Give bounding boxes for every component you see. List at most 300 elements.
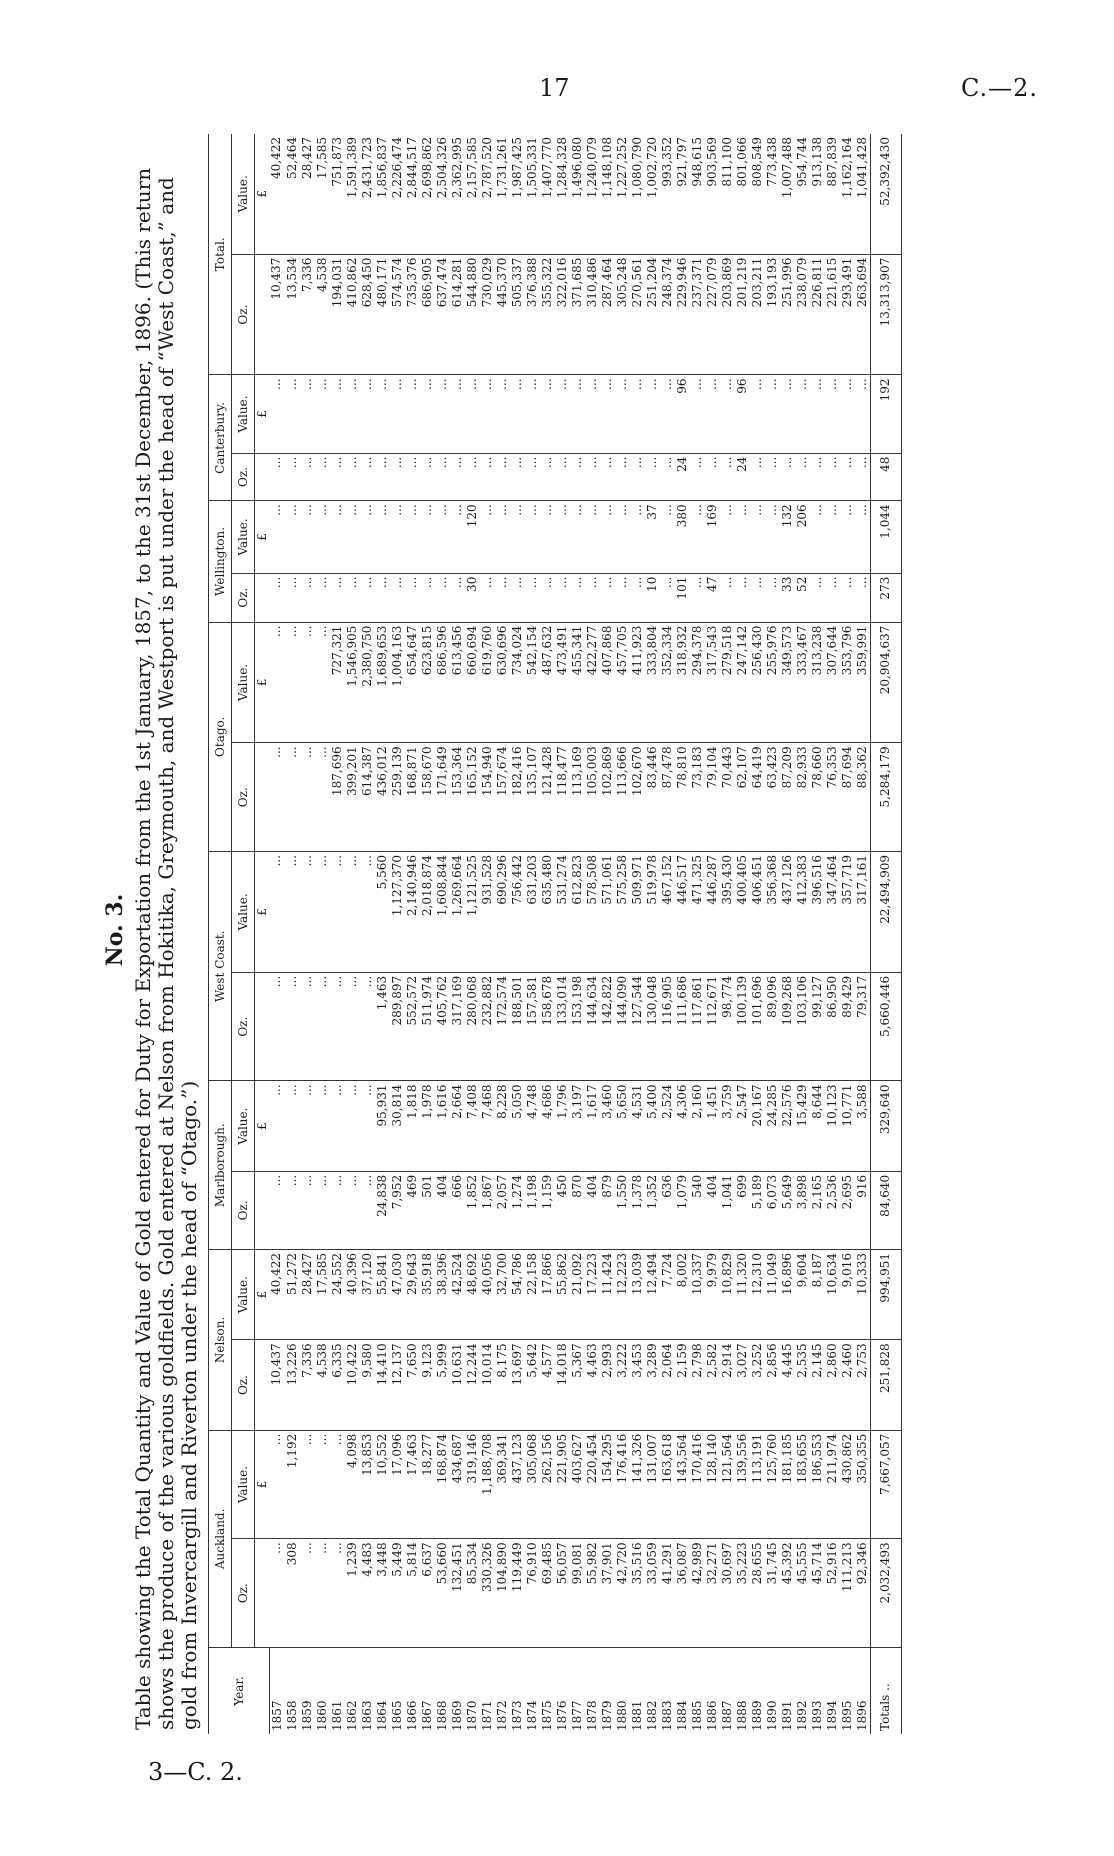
- table-row: [435, 134, 450, 1734]
- value-cell: 727,321: [330, 622, 345, 743]
- value-cell: 10,437: [269, 254, 285, 375]
- value-cell: 1,079: [675, 1171, 690, 1249]
- value-cell: ...: [269, 743, 285, 852]
- value-cell: 55,862: [555, 1250, 570, 1340]
- value-cell: ...: [360, 852, 375, 973]
- value-cell: ...: [269, 375, 285, 453]
- value-cell: 10,552: [375, 1430, 390, 1539]
- value-cell: ...: [540, 573, 555, 622]
- value-cell: 1,856,837: [375, 134, 390, 254]
- value-cell: 163,618: [660, 1430, 675, 1539]
- value-cell: 359,991: [855, 622, 871, 743]
- value-cell: 308: [285, 1539, 300, 1648]
- value-cell: ...: [765, 375, 780, 453]
- value-cell: ...: [510, 453, 525, 501]
- value-cell: ...: [390, 501, 405, 573]
- value-cell: 730,029: [480, 254, 495, 375]
- value-cell: 143,564: [675, 1430, 690, 1539]
- value-cell: 12,244: [465, 1340, 480, 1430]
- oz-unit-cell: [255, 573, 270, 622]
- value-cell: ...: [660, 501, 675, 573]
- value-cell: 437,126: [780, 852, 795, 973]
- value-cell: ...: [269, 453, 285, 501]
- value-cell: 259,139: [390, 743, 405, 852]
- value-cell: 3,197: [570, 1081, 585, 1171]
- value-cell: ...: [690, 375, 705, 453]
- table-row: [615, 134, 630, 1734]
- value-cell: 571,061: [600, 852, 615, 973]
- value-cell: 544,880: [465, 254, 480, 375]
- value-cell: 16,896: [780, 1250, 795, 1340]
- value-cell: 132,451: [450, 1539, 465, 1648]
- value-cell: ...: [330, 852, 345, 973]
- value-cell: 1,451: [705, 1081, 720, 1171]
- value-cell: 623,815: [420, 622, 435, 743]
- table-row: [465, 134, 480, 1734]
- value-cell: 4,463: [585, 1340, 600, 1430]
- value-cell: 118,477: [555, 743, 570, 852]
- value-cell: 404: [435, 1171, 450, 1249]
- value-cell: 109,268: [780, 972, 795, 1081]
- table-body: [269, 134, 901, 1734]
- value-cell: 808,549: [750, 134, 765, 254]
- value-cell: ...: [300, 1081, 315, 1171]
- value-cell: ...: [375, 501, 390, 573]
- value-cell: 45,392: [780, 1539, 795, 1648]
- value-cell: 407,868: [600, 622, 615, 743]
- value-cell: 735,376: [405, 254, 420, 375]
- value-cell: 120: [465, 501, 480, 573]
- value-cell: 2,165: [810, 1171, 825, 1249]
- value-cell: ...: [405, 501, 420, 573]
- value-cell: ...: [825, 573, 840, 622]
- value-cell: 42,989: [690, 1539, 705, 1648]
- value-cell: 5,284,179: [870, 743, 901, 852]
- value-cell: 446,287: [705, 852, 720, 973]
- group-header-row: [209, 134, 232, 1734]
- value-cell: ...: [285, 622, 300, 743]
- value-cell: 773,438: [765, 134, 780, 254]
- value-cell: 318,932: [675, 622, 690, 743]
- value-cell: ...: [269, 573, 285, 622]
- pound-unit: £: [255, 852, 270, 973]
- value-cell: 54,786: [510, 1250, 525, 1340]
- year-cell: 1879: [599, 1700, 614, 1731]
- value-cell: 637,474: [435, 254, 450, 375]
- value-cell: 263,694: [855, 254, 871, 375]
- year-cell: 1872: [494, 1700, 509, 1731]
- sub-header-row: [232, 134, 255, 1734]
- value-cell: 3,759: [720, 1081, 735, 1171]
- value-cell: 511,974: [420, 972, 435, 1081]
- table-row: [690, 134, 705, 1734]
- year-cell: 1876: [554, 1700, 569, 1731]
- value-cell: 289,897: [390, 972, 405, 1081]
- value-cell: 2,460: [840, 1340, 855, 1430]
- value-cell: ...: [780, 375, 795, 453]
- value-cell: ...: [555, 501, 570, 573]
- value-cell: 1,608,844: [435, 852, 450, 973]
- value-cell: 686,596: [435, 622, 450, 743]
- value-cell: 8,187: [810, 1250, 825, 1340]
- oz-header: Oz.: [232, 972, 255, 1081]
- value-cell: ...: [269, 852, 285, 973]
- year-cell: Totals ..: [870, 1647, 901, 1734]
- value-cell: 3,460: [600, 1081, 615, 1171]
- value-cell: 993,352: [660, 134, 675, 254]
- value-cell: 20,904,637: [870, 622, 901, 743]
- value-cell: ...: [540, 375, 555, 453]
- value-cell: ...: [660, 453, 675, 501]
- value-cell: 406,451: [750, 852, 765, 973]
- value-cell: 619,760: [480, 622, 495, 743]
- value-cell: 1,198: [525, 1171, 540, 1249]
- value-cell: ...: [525, 375, 540, 453]
- value-cell: 1,007,488: [780, 134, 795, 254]
- value-cell: 5,649: [780, 1171, 795, 1249]
- value-cell: 56,057: [555, 1539, 570, 1648]
- value-cell: 13,039: [630, 1250, 645, 1340]
- value-cell: 1,378: [630, 1171, 645, 1249]
- oz-unit-cell: [255, 1171, 270, 1249]
- value-cell: ...: [360, 1171, 375, 1249]
- value-cell: 154,940: [480, 743, 495, 852]
- value-cell: 10,337: [690, 1250, 705, 1340]
- value-cell: 574,574: [390, 254, 405, 375]
- value-cell: 3,027: [735, 1340, 750, 1430]
- value-cell: ...: [269, 1430, 285, 1539]
- year-cell: 1890: [764, 1700, 779, 1731]
- pound-unit: £: [255, 134, 270, 254]
- value-cell: 10,014: [480, 1340, 495, 1430]
- value-cell: ...: [810, 375, 825, 453]
- value-cell: 144,090: [615, 972, 630, 1081]
- value-cell: ...: [315, 743, 330, 852]
- value-cell: ...: [540, 453, 555, 501]
- year-cell: 1857: [269, 1700, 284, 1731]
- table-row: [735, 134, 750, 1734]
- value-cell: 8,175: [495, 1340, 510, 1430]
- value-cell: 2,145: [810, 1340, 825, 1430]
- totals-row: [870, 134, 901, 1734]
- value-cell: 192: [870, 375, 901, 453]
- table-row: [420, 134, 435, 1734]
- value-cell: ...: [855, 453, 871, 501]
- value-cell: 2,018,874: [420, 852, 435, 973]
- value-cell: 446,517: [675, 852, 690, 973]
- value-cell: 660,694: [465, 622, 480, 743]
- value-cell: 11,424: [600, 1250, 615, 1340]
- value-cell: 5,642: [525, 1340, 540, 1430]
- value-cell: 317,543: [705, 622, 720, 743]
- value-cell: 7,667,057: [870, 1430, 901, 1539]
- table-row: [360, 134, 375, 1734]
- year-cell: 1870: [464, 1700, 479, 1731]
- value-cell: 31,745: [765, 1539, 780, 1648]
- value-cell: 3,453: [630, 1340, 645, 1430]
- oz-header: Oz.: [232, 254, 255, 375]
- value-cell: ...: [495, 573, 510, 622]
- value-cell: 5,189: [750, 1171, 765, 1249]
- value-cell: ...: [405, 453, 420, 501]
- value-cell: ...: [300, 1539, 315, 1648]
- value-cell: 509,971: [630, 852, 645, 973]
- value-cell: 4,306: [675, 1081, 690, 1171]
- value-cell: 40,422: [269, 1250, 285, 1340]
- value-cell: 903,569: [705, 134, 720, 254]
- value-cell: ...: [269, 972, 285, 1081]
- table-row: [660, 134, 675, 1734]
- value-cell: 100,139: [735, 972, 750, 1081]
- year-cell: 1884: [674, 1700, 689, 1731]
- value-cell: 2,504,326: [435, 134, 450, 254]
- value-cell: 101,696: [750, 972, 765, 1081]
- value-cell: 376,388: [525, 254, 540, 375]
- table-row: [375, 134, 390, 1734]
- value-cell: 203,869: [720, 254, 735, 375]
- value-cell: 32,700: [495, 1250, 510, 1340]
- value-cell: 188,501: [510, 972, 525, 1081]
- unit-row: [255, 134, 270, 1734]
- oz-header: Oz.: [232, 1340, 255, 1430]
- value-cell: 105,003: [585, 743, 600, 852]
- value-cell: 35,516: [630, 1539, 645, 1648]
- year-cell: 1871: [479, 1700, 494, 1731]
- value-cell: 480,171: [375, 254, 390, 375]
- table-caption: Table showing the Total Quantity and Value of Gold entered for Duty for Exportation from the 1st January, 1857, to the 31st December, 1896. (This return shows the produce of the various goldfields. Gold entered at Nelson from Hokitika, Greymouth, and Westport is put under the head of “West Coast,” and gold from Invercargill and Riverton under the head of “Otago.”): [131, 167, 201, 1730]
- value-cell: 279,518: [720, 622, 735, 743]
- oz-unit-cell: [255, 1340, 270, 1430]
- value-cell: 2,664: [450, 1081, 465, 1171]
- value-cell: 52: [795, 573, 810, 622]
- value-cell: ...: [345, 375, 360, 453]
- value-cell: 400,405: [735, 852, 750, 973]
- value-cell: 37,901: [600, 1539, 615, 1648]
- table-row: [540, 134, 555, 1734]
- value-cell: 1,987,425: [510, 134, 525, 254]
- value-cell: 395,430: [720, 852, 735, 973]
- oz-header: Oz.: [232, 743, 255, 852]
- value-cell: 17,223: [585, 1250, 600, 1340]
- value-cell: ...: [525, 453, 540, 501]
- value-cell: 84,640: [870, 1171, 901, 1249]
- oz-unit-cell: [255, 743, 270, 852]
- table-row: [780, 134, 795, 1734]
- table-row: [600, 134, 615, 1734]
- value-cell: 187,696: [330, 743, 345, 852]
- value-cell: ...: [315, 1171, 330, 1249]
- value-cell: 22,494,909: [870, 852, 901, 973]
- value-cell: 13,226: [285, 1340, 300, 1430]
- value-cell: ...: [345, 453, 360, 501]
- value-cell: ...: [300, 743, 315, 852]
- value-cell: 403,627: [570, 1430, 585, 1539]
- value-cell: 171,649: [435, 743, 450, 852]
- value-cell: ...: [570, 501, 585, 573]
- value-cell: 170,416: [690, 1430, 705, 1539]
- year-cell: 1861: [329, 1700, 344, 1731]
- value-cell: 221,615: [825, 254, 840, 375]
- value-cell: 404: [585, 1171, 600, 1249]
- table-row: [750, 134, 765, 1734]
- value-cell: ...: [345, 852, 360, 973]
- value-cell: 22,576: [780, 1081, 795, 1171]
- group-header-wellington: Wellington.: [209, 501, 232, 622]
- value-cell: 6,637: [420, 1539, 435, 1648]
- value-cell: ...: [630, 453, 645, 501]
- value-cell: ...: [600, 453, 615, 501]
- value-cell: 357,719: [840, 852, 855, 973]
- value-cell: ...: [600, 573, 615, 622]
- value-cell: 422,277: [585, 622, 600, 743]
- value-cell: 82,933: [795, 743, 810, 852]
- value-cell: 83,446: [645, 743, 660, 852]
- value-cell: ...: [345, 972, 360, 1081]
- table-row: [510, 134, 525, 1734]
- value-cell: ...: [570, 453, 585, 501]
- value-cell: 125,760: [765, 1430, 780, 1539]
- value-cell: 405,762: [435, 972, 450, 1081]
- value-cell: 371,685: [570, 254, 585, 375]
- value-cell: ...: [825, 453, 840, 501]
- value-cell: 17,096: [390, 1430, 405, 1539]
- value-cell: 1,121,525: [465, 852, 480, 973]
- value-cell: ...: [390, 453, 405, 501]
- value-cell: ...: [495, 375, 510, 453]
- value-cell: 52,464: [285, 134, 300, 254]
- value-cell: ...: [840, 375, 855, 453]
- value-cell: 102,869: [600, 743, 615, 852]
- value-cell: ...: [285, 501, 300, 573]
- value-cell: 112,671: [705, 972, 720, 1081]
- value-cell: ...: [855, 573, 871, 622]
- value-cell: 1,978: [420, 1081, 435, 1171]
- value-cell: 1,867: [480, 1171, 495, 1249]
- value-cell: ...: [405, 375, 420, 453]
- value-cell: 5,560: [375, 852, 390, 973]
- value-cell: 22,158: [525, 1250, 540, 1340]
- value-cell: 206: [795, 501, 810, 573]
- table-row: [330, 134, 345, 1734]
- value-cell: ...: [720, 573, 735, 622]
- value-cell: 24,838: [375, 1171, 390, 1249]
- value-cell: 1,550: [615, 1171, 630, 1249]
- value-cell: 1,188,708: [480, 1430, 495, 1539]
- value-cell: 369,341: [495, 1430, 510, 1539]
- value-cell: 1,496,080: [570, 134, 585, 254]
- value-cell: 352,334: [660, 622, 675, 743]
- value-cell: 1,617: [585, 1081, 600, 1171]
- value-cell: ...: [360, 375, 375, 453]
- value-cell: 52,392,430: [870, 134, 901, 254]
- table-row: [390, 134, 405, 1734]
- value-cell: 45,555: [795, 1539, 810, 1648]
- value-cell: 237,371: [690, 254, 705, 375]
- value-cell: 203,211: [750, 254, 765, 375]
- value-cell: ...: [810, 501, 825, 573]
- value-cell: 227,079: [705, 254, 720, 375]
- value-cell: 10,422: [345, 1340, 360, 1430]
- value-cell: 111,213: [840, 1539, 855, 1648]
- value-cell: 76,910: [525, 1539, 540, 1648]
- value-cell: ...: [810, 453, 825, 501]
- value-cell: ...: [315, 622, 330, 743]
- table-row: [480, 134, 495, 1734]
- value-cell: 471,325: [690, 852, 705, 973]
- value-cell: ...: [690, 453, 705, 501]
- value-cell: ...: [750, 501, 765, 573]
- value-cell: 1,227,252: [615, 134, 630, 254]
- table-row: [450, 134, 465, 1734]
- value-cell: ...: [360, 453, 375, 501]
- value-cell: 29,643: [405, 1250, 420, 1340]
- pound-unit: £: [255, 1250, 270, 1340]
- value-cell: 273: [870, 573, 901, 622]
- value-cell: 251,996: [780, 254, 795, 375]
- value-cell: 24,285: [765, 1081, 780, 1171]
- value-cell: 437,123: [510, 1430, 525, 1539]
- value-cell: ...: [315, 852, 330, 973]
- value-cell: ...: [330, 453, 345, 501]
- value-cell: 89,096: [765, 972, 780, 1081]
- value-cell: ...: [435, 453, 450, 501]
- value-cell: 921,797: [675, 134, 690, 254]
- value-cell: ...: [720, 501, 735, 573]
- value-cell: 3,588: [855, 1081, 871, 1171]
- value-cell: ...: [330, 1081, 345, 1171]
- value-cell: 2,856: [765, 1340, 780, 1430]
- value-cell: ...: [570, 375, 585, 453]
- value-cell: ...: [735, 501, 750, 573]
- value-cell: 356,368: [765, 852, 780, 973]
- value-cell: ...: [345, 1081, 360, 1171]
- pound-unit: £: [255, 501, 270, 573]
- value-cell: 954,744: [795, 134, 810, 254]
- value-cell: 699: [735, 1171, 750, 1249]
- year-cell: 1865: [389, 1700, 404, 1731]
- value-cell: ...: [360, 1081, 375, 1171]
- value-cell: 95,931: [375, 1081, 390, 1171]
- value-cell: ...: [795, 453, 810, 501]
- value-cell: 1,041: [720, 1171, 735, 1249]
- value-cell: 4,531: [630, 1081, 645, 1171]
- value-cell: 294,378: [690, 622, 705, 743]
- value-cell: 333,804: [645, 622, 660, 743]
- value-cell: 349,573: [780, 622, 795, 743]
- value-cell: 1,274: [510, 1171, 525, 1249]
- value-cell: ...: [480, 501, 495, 573]
- value-cell: 457,705: [615, 622, 630, 743]
- value-header: Value.: [232, 1081, 255, 1171]
- oz-unit-cell: [255, 254, 270, 375]
- value-cell: 5,660,446: [870, 972, 901, 1081]
- year-header: Year.: [209, 1647, 270, 1734]
- value-cell: 630,696: [495, 622, 510, 743]
- value-cell: ...: [495, 453, 510, 501]
- table-row: [810, 134, 825, 1734]
- value-cell: 87,478: [660, 743, 675, 852]
- value-cell: 3,448: [375, 1539, 390, 1648]
- value-cell: ...: [780, 453, 795, 501]
- value-cell: ...: [420, 375, 435, 453]
- year-cell: 1863: [359, 1700, 374, 1731]
- oz-header: Oz.: [232, 453, 255, 501]
- value-cell: 98,774: [720, 972, 735, 1081]
- value-cell: 2,362,995: [450, 134, 465, 254]
- oz-header: Oz.: [232, 1539, 255, 1648]
- year-cell: 1885: [689, 1700, 704, 1731]
- pound-unit: £: [255, 622, 270, 743]
